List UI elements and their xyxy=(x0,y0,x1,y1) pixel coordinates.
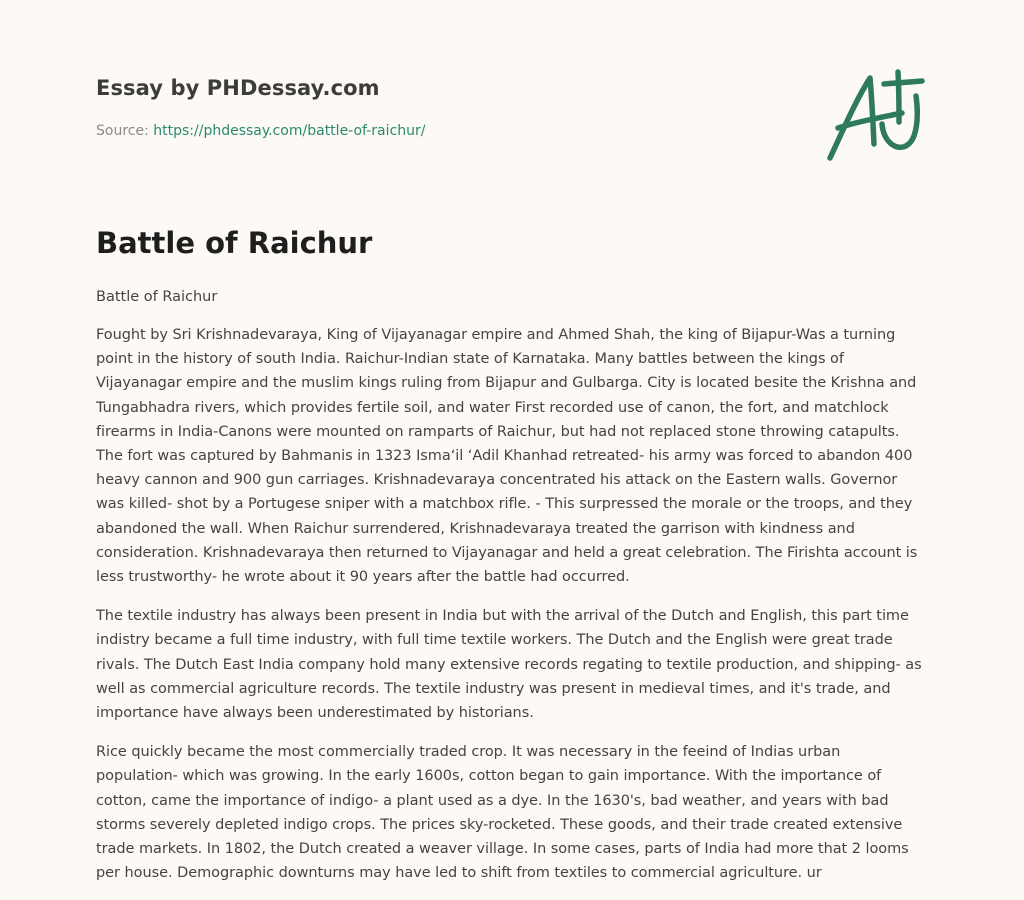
essay-subtitle: Battle of Raichur xyxy=(96,289,218,305)
essay-paragraph-3: Rice quickly became the most commercially traded crop. It was necessary in the feeind of Indias urban population- which was growing. In the early 1600s, cotton began to gain importance. With the importance of cotton, came the importance of indigo- a plant used as a dye. In the 1630's, bad weather, and years with bad storms severely depleted indigo crops. The prices sky-rocketed. These goods, and their trade created extensive trade markets. In 1802, the Dutch created a weaver village. In some cases, parts of India had more that 2 looms per house. Demographic downturns may have led to shift from textiles to commercial agriculture. ur xyxy=(96,744,909,882)
essay-paragraph-2: The textile industry has always been present in India but with the arrival of the Dutch and English, this part time indistry became a full time industry, with full time textile workers. The Dutch and the English were great trade rivals. The Dutch East India company hold many extensive records regating to textile production, and shipping- as well as commercial agriculture records. The textile industry was present in medieval times, and it's trade, and importance have always been underestimated by historians. xyxy=(96,608,922,722)
essay-paragraph-1: Fought by Sri Krishnadevaraya, King of Vijayanagar empire and Ahmed Shah, the king of Bijapur-Was a turning point in the history of south India. Raichur-Indian state of Karnataka. Many battles between the kings of Vijayanagar empire and the muslim kings ruling from Bijapur and Gulbarga. City is located besite the Krishna and Tungabhadra rivers, which provides fertile soil, and water First recorded use of canon, the fort, and matchlock firearms in India-Canons were mounted on ramparts of Raichur, but had not replaced stone throwing catapults. The fort was captured by Bahmanis in 1323 Isma‘il ‘Adil Khanhad retreated- his army was forced to abandon 400 heavy cannon and 900 gun carriages. Krishnadevaraya concentrated his attack on the Eastern walls. Governor was killed- shot by a Portugese sniper with a matchbox rifle. - This surpressed the morale or the troops, and they abandoned the wall. When Raichur surrendered, Krishnadevaraya treated the garrison with kindness and consideration. Krishnadevaraya then returned to Vijayanagar and held a great celebration. The Firishta account is less trustworthy- he wrote about it 90 years after the battle had occurred. xyxy=(96,327,918,586)
source-label: Source: xyxy=(96,123,149,139)
essay-title: Battle of Raichur xyxy=(96,226,373,260)
a-plus-logo-icon xyxy=(826,66,926,166)
site-brand: Essay by PHDessay.com xyxy=(96,76,380,100)
source-line xyxy=(96,123,425,139)
source-link[interactable]: https://phdessay.com/battle-of-raichur/ xyxy=(153,123,426,139)
essay-body xyxy=(96,285,926,900)
